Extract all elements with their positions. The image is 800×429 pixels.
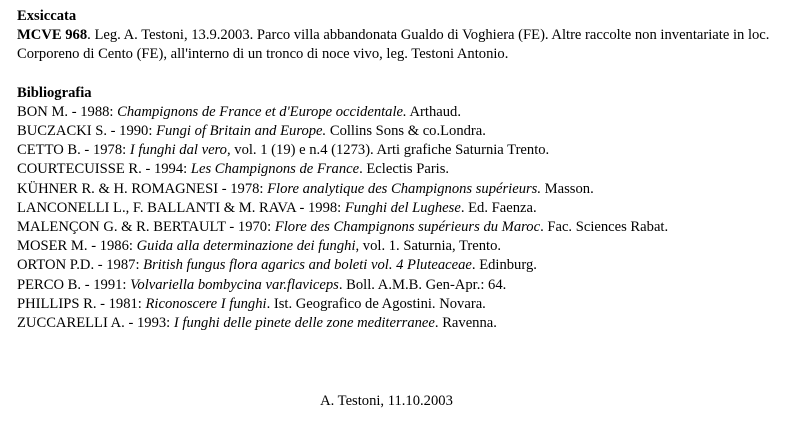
reference-author: PERCO B. - 1991: xyxy=(17,276,131,293)
reference-title: British fungus flora agarics and boleti vol. 4 Pluteaceae xyxy=(143,257,472,274)
reference-publisher: . Ist. Geografico de Agostini. Novara. xyxy=(266,295,486,312)
reference-title: I funghi dal vero xyxy=(129,142,227,159)
reference-title: Flore analytique des Champignons supérieurs. xyxy=(267,180,542,197)
reference-author: MOSER M. - 1986: xyxy=(17,238,137,255)
reference-title: Volvariella bombycina var.flaviceps xyxy=(130,276,339,293)
reference-title: Flore des Champignons supérieurs du Maroc xyxy=(274,219,541,236)
reference-author: KÜHNER R. & H. ROMAGNESI - 1978: xyxy=(17,180,268,197)
reference-title: Fungi of Britain and Europe. xyxy=(156,123,327,140)
reference-author: PHILLIPS R. - 1981: xyxy=(17,295,146,312)
reference-item xyxy=(17,122,792,141)
reference-title: Champignons de France et d'Europe occidentale. xyxy=(117,103,407,120)
reference-author: BUCZACKI S. - 1990: xyxy=(17,123,157,140)
exsiccata-details: . Leg. A. Testoni, 13.9.2003. Parco villa abbandonata Gualdo di Voghiera (FE). Altre raccolte non inventariate in loc. Corporeno di Cento (FE), all'interno di un tronco di noce vivo, leg. Testoni Antonio. xyxy=(17,27,770,63)
reference-item xyxy=(17,180,792,199)
reference-title: Riconoscere I funghi xyxy=(145,295,267,312)
reference-publisher: Masson. xyxy=(541,180,594,197)
signature-line: A. Testoni, 11.10.2003 xyxy=(320,393,453,409)
reference-publisher: . Eclectis Paris. xyxy=(359,161,450,178)
reference-title: Guida alla determinazione dei funghi xyxy=(136,238,356,255)
reference-item xyxy=(17,218,792,237)
reference-item xyxy=(17,237,792,256)
reference-item xyxy=(17,276,792,295)
reference-author: CETTO B. - 1978: xyxy=(17,142,130,159)
exsiccata-paragraph xyxy=(17,26,792,64)
reference-list xyxy=(17,103,792,333)
reference-item xyxy=(17,141,792,160)
reference-publisher: . Boll. A.M.B. Gen-Apr.: 64. xyxy=(338,276,507,293)
reference-title: I funghi delle pinete delle zone mediterranee xyxy=(173,315,435,332)
reference-publisher: . Ravenna. xyxy=(434,315,497,332)
reference-publisher: . Fac. Sciences Rabat. xyxy=(540,219,669,236)
specimen-code: MCVE 968 xyxy=(17,27,88,44)
reference-item xyxy=(17,199,792,218)
reference-item xyxy=(17,160,792,179)
reference-author: BON M. - 1988: xyxy=(17,103,118,120)
reference-author: LANCONELLI L., F. BALLANTI & M. RAVA - 1998: xyxy=(17,199,345,216)
reference-publisher: . Edinburg. xyxy=(471,257,537,274)
reference-title: Les Champignons de France xyxy=(190,161,360,178)
exsiccata-heading: Exsiccata xyxy=(17,8,77,24)
reference-publisher: , vol. 1 (19) e n.4 (1273). Arti grafiche Saturnia Trento. xyxy=(226,142,550,159)
reference-item xyxy=(17,256,792,275)
reference-publisher: Collins Sons & co.Londra. xyxy=(326,123,486,140)
document-body xyxy=(17,7,792,333)
reference-author: ORTON P.D. - 1987: xyxy=(17,257,144,274)
reference-title: Funghi del Lughese xyxy=(344,199,461,216)
reference-author: MALENÇON G. & R. BERTAULT - 1970: xyxy=(17,219,275,236)
reference-author: COURTECUISSE R. - 1994: xyxy=(17,161,191,178)
reference-item xyxy=(17,295,792,314)
reference-publisher: Arthaud. xyxy=(406,103,461,120)
bibliography-heading: Bibliografia xyxy=(17,84,92,101)
reference-author: ZUCCARELLI A. - 1993: xyxy=(17,315,174,332)
reference-publisher: . Ed. Faenza. xyxy=(460,199,537,216)
reference-publisher: , vol. 1. Saturnia, Trento. xyxy=(355,238,502,255)
reference-item xyxy=(17,103,792,122)
reference-item xyxy=(17,314,792,333)
